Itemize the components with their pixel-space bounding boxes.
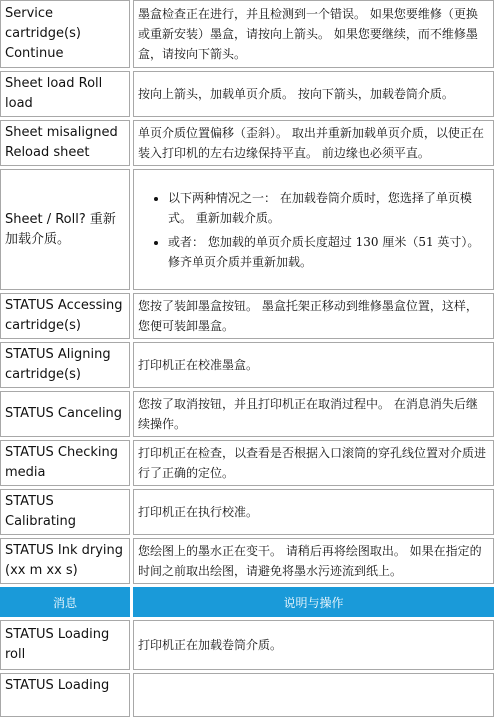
column-header-description: 说明与操作	[133, 587, 494, 617]
message-desc: 打印机正在执行校准。	[133, 489, 494, 535]
table-row	[0, 342, 494, 388]
message-key: Sheet misaligned Reload sheet	[0, 120, 130, 166]
message-key: STATUS Checking media	[0, 440, 130, 486]
list-item: • 或者： 您加载的单页介质长度超过 130 厘米（51 英寸）。修齐单页介质并重新加载。	[168, 232, 489, 272]
message-desc: 打印机正在校准墨盒。	[133, 342, 494, 388]
message-key: STATUS Loading	[0, 673, 130, 717]
message-desc: 打印机正在加载卷筒介质。	[133, 620, 494, 670]
message-desc: 您按了取消按钮，并且打印机正在取消过程中。 在消息消失后继续操作。	[133, 391, 494, 437]
message-key: STATUS Accessing cartridge(s)	[0, 293, 130, 339]
message-key: STATUS Ink drying (xx m xx s)	[0, 538, 130, 584]
message-desc: 单页介质位置偏移（歪斜）。 取出并重新加载单页介质，以使正在装入打印机的左右边缘保持平直。 前边缘也必须平直。	[133, 120, 494, 166]
message-desc: 墨盒检查正在进行，并且检测到一个错误。 如果您要维修（更换或重新安装）墨盒，请按向上箭头。 如果您要继续，而不维修墨盒，请按向下箭头。	[133, 0, 494, 68]
list-item: • 以下两种情况之一： 在加载卷筒介质时，您选择了单页模式。 重新加载介质。	[168, 188, 489, 228]
column-header-message: 消息	[0, 587, 130, 617]
message-key: Service cartridge(s) Continue	[0, 0, 130, 68]
table-row	[0, 489, 494, 535]
table-row	[0, 71, 494, 117]
message-key: Sheet load Roll load	[0, 71, 130, 117]
message-key: STATUS Canceling	[0, 391, 130, 437]
table-row	[0, 169, 494, 290]
message-key: STATUS Loading roll	[0, 620, 130, 670]
message-desc: 按向上箭头，加载单页介质。 按向下箭头，加载卷筒介质。	[133, 71, 494, 117]
table-row	[0, 620, 494, 670]
message-key: STATUS Calibrating	[0, 489, 130, 535]
message-key: STATUS Aligning cartridge(s)	[0, 342, 130, 388]
table-row	[0, 538, 494, 584]
message-desc: 您绘图上的墨水正在变干。 请稍后再将绘图取出。 如果在指定的时间之前取出绘图，请避免将墨水污迹流到纸上。	[133, 538, 494, 584]
bullet-list	[138, 188, 489, 272]
message-desc: 您按了装卸墨盒按钮。 墨盒托架正移动到维修墨盒位置，这样，您便可装卸墨盒。	[133, 293, 494, 339]
message-desc	[133, 673, 494, 717]
table-row	[0, 673, 494, 717]
message-desc: 打印机正在检查，以查看是否根据入口滚筒的穿孔线位置对介质进行了正确的定位。	[133, 440, 494, 486]
table-row	[0, 120, 494, 166]
table-row	[0, 0, 494, 68]
table-row	[0, 391, 494, 437]
table-row	[0, 440, 494, 486]
message-key: Sheet / Roll? 重新加载介质。	[0, 169, 130, 290]
message-desc	[133, 169, 494, 290]
table-row	[0, 293, 494, 339]
table-header-row	[0, 587, 494, 617]
